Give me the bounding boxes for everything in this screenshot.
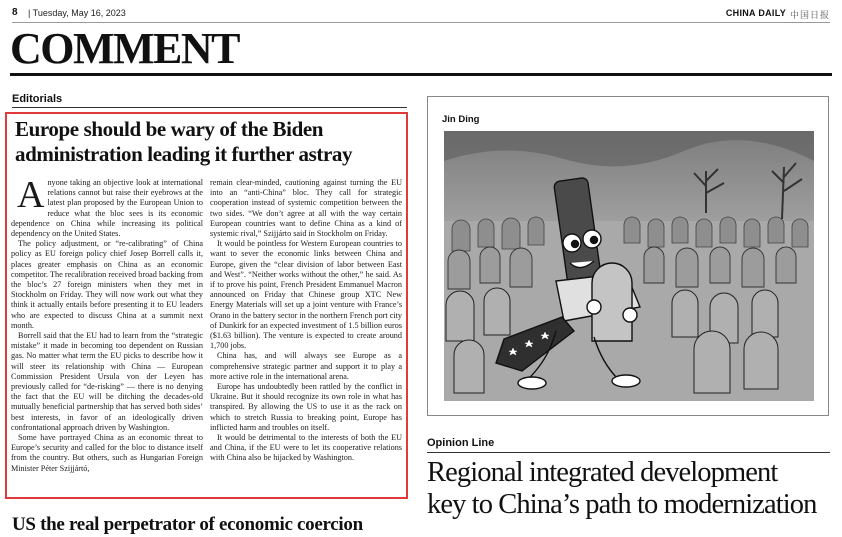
editorial-paragraph: The policy adjustment, or “re-calibrating” of China policy as EU foreign policy chief Josep Borrell calls it, places greater emphasis on China as an economic competitor. The recalibration received broad backing from the bloc’s 27 foreign ministers when they met in Stockholm on Friday. They will now work out what they think it actually entails before presenting it to EU leaders who are expected to discuss China at a summit next month.: [11, 239, 203, 330]
editorial-paragraph: It would be pointless for Western European countries to want to sever the economic links between China and Europe, given the “clear division of labor between East and West”. “Neither works without the other,” he said. As if to prove his point, French President Emmanuel Macron announced on Friday that Chinese group XTC New Energy Materials will set up a joint venture with France’s Orano in the battery sector in the northern French port city of Dunkirk for an expected investment of 1.5 billion euros ($1.63 billion). The venture is expected to create around 1,700 jobs.: [210, 239, 402, 351]
header-divider: [12, 22, 830, 23]
editorial-article[interactable]: [5, 112, 408, 499]
next-article-headline[interactable]: US the real perpetrator of economic coercion: [12, 514, 363, 535]
editorial-headline[interactable]: Europe should be wary of the Biden administration leading it further astray: [15, 117, 353, 166]
opinion-headline-line-1: Regional integrated development: [427, 457, 778, 488]
page-number: 8: [12, 7, 18, 18]
newspaper-brand-chinese: 中国日报: [789, 10, 830, 20]
editorial-column-1: [11, 174, 203, 474]
editorial-paragraph: Some have portrayed China as an economic threat to Europe’s security and called for the bloc to distance itself from the country. But others, such as Hungarian Foreign Minister Péter Szijjártó,: [11, 433, 203, 473]
opinion-headline[interactable]: [427, 457, 837, 521]
section-title: COMMENT: [10, 24, 240, 73]
editorials-rule: [12, 107, 407, 108]
drop-cap: A: [17, 174, 45, 216]
editorial-paragraph: Europe has undoubtedly been rattled by the conflict in Ukraine. But it should recognize its own role in what has transpired. By allowing the US to use it as the rack on which to stretch Russia to breaking point, Europe has inflicted harm and troubles on itself.: [210, 382, 402, 432]
page-header: [12, 7, 830, 21]
section-rule: [10, 73, 832, 76]
editorial-paragraph: It would be detrimental to the interests of both the EU and China, if the EU were to let its cooperative relations with China also be hijacked by Washington.: [210, 433, 402, 463]
cartoon-panel: [427, 96, 829, 416]
opinion-line-rule: [427, 452, 830, 453]
editorial-paragraph: remain clear-minded, cautioning against turning the EU into an “anti-China” bloc. They call for strategic cooperation instead of systemic competition between the two sides. “We don’t agree at all with the way certain European countries want to define China as a kind of systemic rival,” Szijjárto said in Stockholm on Friday.: [210, 178, 402, 239]
opinion-headline-line-2: key to China’s path to modernization: [427, 489, 817, 520]
cartoon-illustration: [444, 131, 814, 401]
issue-date: | Tuesday, May 16, 2023: [28, 8, 126, 18]
editorials-label: Editorials: [12, 93, 63, 105]
opinion-line-label: Opinion Line: [427, 437, 495, 449]
editorial-paragraph: Anyone taking an objective look at international relations cannot but raise their eyebrows at the latest plan proposed by the European Union to reduce what the bloc sees is its economic dependence on China while increasing its political dependency on the United States.: [11, 174, 203, 239]
editorial-paragraph: China has, and will always see Europe as a comprehensive strategic partner and support it to play a more active role in the international arena.: [210, 351, 402, 381]
editorial-column-2: [210, 178, 402, 464]
cartoon-credit: Jin Ding: [442, 114, 480, 125]
newspaper-brand: CHINA DAILY: [725, 8, 786, 18]
editorial-paragraph: Borrell said that the EU had to learn from the “strategic mistake” it made in becoming too dependent on Russian gas. No matter what term the EU picks to describe how it will steer its relationship with China — European Commission President Ursula von der Leyen has previously called for “de-risking” — there is no denying the fact that the EU will be ditching the decades-old mutually beneficial partnership that has served both sides’ best interests, in favor of an ideologically driven confrontational approach driven by Washington.: [11, 331, 203, 432]
